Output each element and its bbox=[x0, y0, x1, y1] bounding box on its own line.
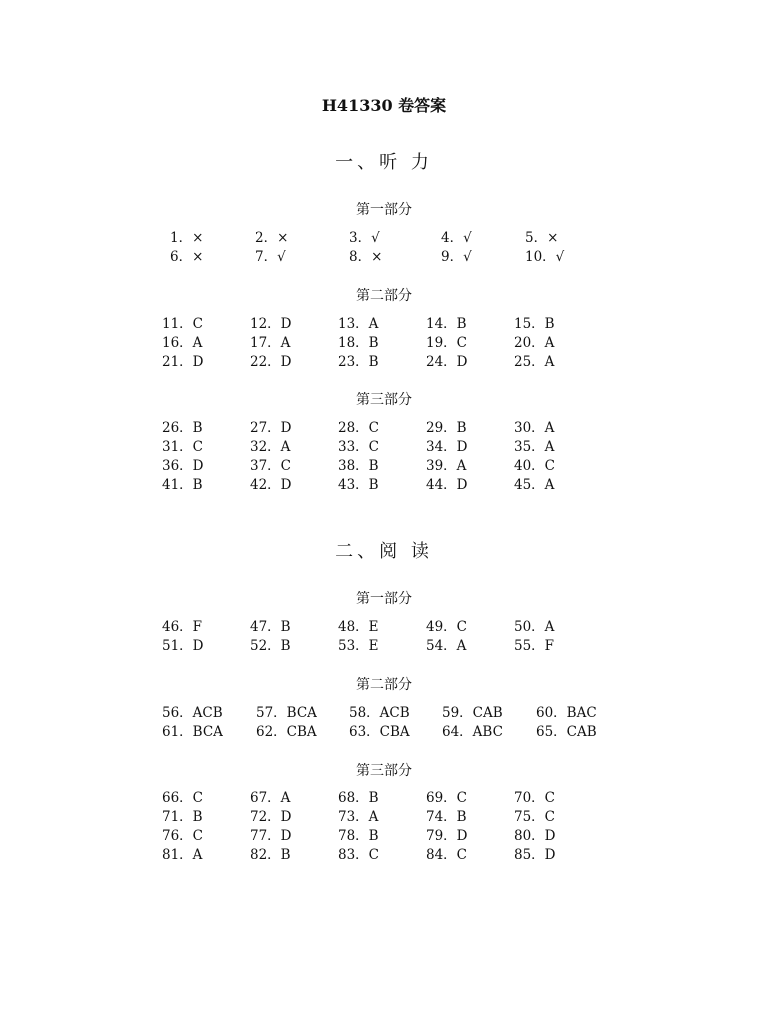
answer-item: 11．C bbox=[162, 316, 204, 332]
answer-item: 69．C bbox=[426, 790, 468, 806]
part-heading: 第三部分 bbox=[356, 763, 412, 779]
answer-item: 9．√ bbox=[441, 249, 472, 265]
answer-item: 53．E bbox=[338, 638, 379, 654]
answer-grid bbox=[0, 704, 768, 742]
answer-item: 48．E bbox=[338, 619, 379, 635]
answer-item: 13．A bbox=[338, 316, 379, 332]
answer-item: 40．C bbox=[514, 458, 556, 474]
answer-item: 37．C bbox=[250, 458, 292, 474]
answer-item: 76．C bbox=[162, 828, 204, 844]
answer-row bbox=[0, 419, 768, 438]
answer-item: 81．A bbox=[162, 847, 203, 863]
answer-item: 60．BAC bbox=[536, 705, 597, 721]
answer-item: 12．D bbox=[250, 316, 292, 332]
part-heading: 第一部分 bbox=[356, 202, 412, 218]
answer-item: 75．C bbox=[514, 809, 556, 825]
answer-grid bbox=[0, 229, 768, 267]
answer-item: 66．C bbox=[162, 790, 204, 806]
answer-grid bbox=[0, 618, 768, 656]
answer-item: 65．CAB bbox=[536, 724, 597, 740]
answer-item: 56．ACB bbox=[162, 705, 223, 721]
answer-item: 59．CAB bbox=[442, 705, 503, 721]
answer-item: 62．CBA bbox=[256, 724, 317, 740]
answer-item: 46．F bbox=[162, 619, 203, 635]
answer-item: 55．F bbox=[514, 638, 555, 654]
answer-item: 28．C bbox=[338, 420, 380, 436]
answer-item: 19．C bbox=[426, 335, 468, 351]
answer-item: 51．D bbox=[162, 638, 204, 654]
answer-item: 72．D bbox=[250, 809, 292, 825]
answer-item: 58．ACB bbox=[349, 705, 410, 721]
answer-item: 7．√ bbox=[255, 249, 286, 265]
answer-item: 8．× bbox=[349, 249, 383, 265]
part-heading: 第二部分 bbox=[356, 677, 412, 693]
answer-item: 26．B bbox=[162, 420, 203, 436]
answer-grid bbox=[0, 419, 768, 495]
answer-item: 68．B bbox=[338, 790, 379, 806]
answer-item: 34．D bbox=[426, 439, 468, 455]
part-heading: 第二部分 bbox=[356, 288, 412, 304]
answer-item: 78．B bbox=[338, 828, 379, 844]
answer-item: 15．B bbox=[514, 316, 555, 332]
answer-item: 83．C bbox=[338, 847, 380, 863]
answer-item: 27．D bbox=[250, 420, 292, 436]
answer-item: 38．B bbox=[338, 458, 379, 474]
answer-item: 63．CBA bbox=[349, 724, 410, 740]
answer-item: 17．A bbox=[250, 335, 291, 351]
answer-item: 84．C bbox=[426, 847, 468, 863]
answer-item: 25．A bbox=[514, 354, 555, 370]
answer-row bbox=[0, 248, 768, 267]
answer-item: 32．A bbox=[250, 439, 291, 455]
answer-row bbox=[0, 353, 768, 372]
answer-row bbox=[0, 229, 768, 248]
answer-item: 41．B bbox=[162, 477, 203, 493]
part-heading: 第一部分 bbox=[356, 591, 412, 607]
answer-item: 20．A bbox=[514, 335, 555, 351]
answer-row bbox=[0, 476, 768, 495]
answer-item: 2．× bbox=[255, 230, 289, 246]
answer-row bbox=[0, 618, 768, 637]
answer-item: 73．A bbox=[338, 809, 379, 825]
answer-item: 71．B bbox=[162, 809, 203, 825]
answer-item: 44．D bbox=[426, 477, 468, 493]
answer-item: 57．BCA bbox=[256, 705, 317, 721]
answer-item: 79．D bbox=[426, 828, 468, 844]
answer-row bbox=[0, 438, 768, 457]
answer-item: 67．A bbox=[250, 790, 291, 806]
answer-row bbox=[0, 457, 768, 476]
answer-item: 52．B bbox=[250, 638, 291, 654]
answer-item: 22．D bbox=[250, 354, 292, 370]
answer-item: 82．B bbox=[250, 847, 291, 863]
answer-item: 43．B bbox=[338, 477, 379, 493]
section-heading-reading: 二、阅 读 bbox=[335, 541, 433, 562]
answer-item: 30．A bbox=[514, 420, 555, 436]
answer-item: 16．A bbox=[162, 335, 203, 351]
answer-item: 6．× bbox=[170, 249, 204, 265]
answer-item: 39．A bbox=[426, 458, 467, 474]
answer-item: 35．A bbox=[514, 439, 555, 455]
answer-item: 45．A bbox=[514, 477, 555, 493]
answer-row bbox=[0, 808, 768, 827]
answer-item: 64．ABC bbox=[442, 724, 503, 740]
answer-row bbox=[0, 723, 768, 742]
answer-row bbox=[0, 846, 768, 865]
answer-item: 5．× bbox=[525, 230, 559, 246]
answer-item: 85．D bbox=[514, 847, 556, 863]
answer-item: 74．B bbox=[426, 809, 467, 825]
answer-item: 47．B bbox=[250, 619, 291, 635]
answer-item: 42．D bbox=[250, 477, 292, 493]
answer-item: 49．C bbox=[426, 619, 468, 635]
answer-row bbox=[0, 334, 768, 353]
answer-item: 54．A bbox=[426, 638, 467, 654]
answer-item: 33．C bbox=[338, 439, 380, 455]
answer-item: 23．B bbox=[338, 354, 379, 370]
answer-item: 31．C bbox=[162, 439, 204, 455]
answer-item: 4．√ bbox=[441, 230, 472, 246]
part-heading: 第三部分 bbox=[356, 392, 412, 408]
section-heading-listening: 一、听 力 bbox=[335, 152, 433, 173]
answer-grid bbox=[0, 789, 768, 865]
answer-row bbox=[0, 704, 768, 723]
answer-item: 1．× bbox=[170, 230, 204, 246]
answer-row bbox=[0, 315, 768, 334]
answer-grid bbox=[0, 315, 768, 372]
answer-item: 21．D bbox=[162, 354, 204, 370]
answer-item: 10．√ bbox=[525, 249, 565, 265]
answer-item: 70．C bbox=[514, 790, 556, 806]
answer-row bbox=[0, 827, 768, 846]
answer-item: 24．D bbox=[426, 354, 468, 370]
answer-row bbox=[0, 789, 768, 808]
answer-item: 36．D bbox=[162, 458, 204, 474]
answer-item: 18．B bbox=[338, 335, 379, 351]
answer-item: 14．B bbox=[426, 316, 467, 332]
answer-item: 29．B bbox=[426, 420, 467, 436]
answer-row bbox=[0, 637, 768, 656]
answer-item: 77．D bbox=[250, 828, 292, 844]
answer-item: 3．√ bbox=[349, 230, 380, 246]
answer-item: 80．D bbox=[514, 828, 556, 844]
answer-item: 61．BCA bbox=[162, 724, 223, 740]
answer-item: 50．A bbox=[514, 619, 555, 635]
document-title: H41330 卷答案 bbox=[321, 96, 447, 115]
